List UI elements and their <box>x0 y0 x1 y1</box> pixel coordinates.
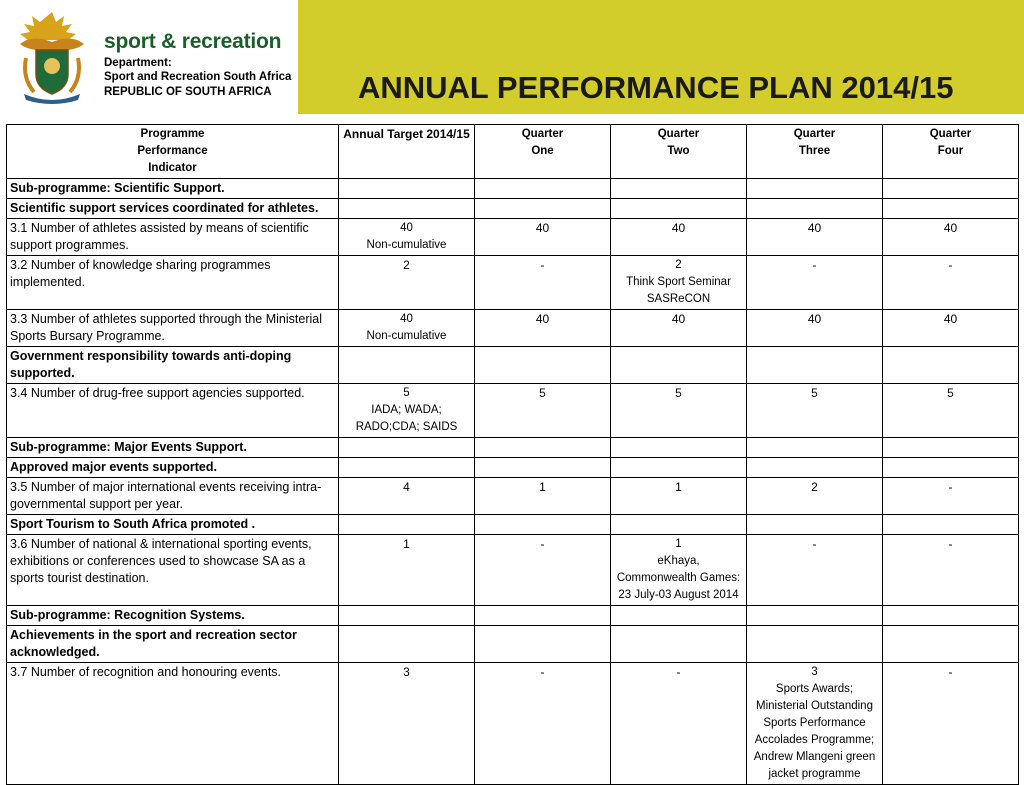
table-row <box>7 478 1019 515</box>
q3-cell: - <box>747 256 883 310</box>
indicator-cell: 3.7 Number of recognition and honouring events. <box>7 663 339 785</box>
q3-cell: 2 <box>747 478 883 515</box>
q2-cell: 1 <box>611 478 747 515</box>
objective-heading: Government responsibility towards anti-doping supported. <box>7 347 339 384</box>
logo-area <box>0 0 298 114</box>
q4-cell: 5 <box>883 384 1019 438</box>
indicator-cell: 3.5 Number of major international events receiving intra-governmental support per year. <box>7 478 339 515</box>
country-name: REPUBLIC OF SOUTH AFRICA <box>104 86 272 98</box>
q4-cell: 40 <box>883 310 1019 347</box>
table-row <box>7 606 1019 626</box>
q1-cell: 1 <box>475 478 611 515</box>
column-header-q1: Quarter One <box>475 125 611 179</box>
table-row <box>7 219 1019 256</box>
q4-cell: 40 <box>883 219 1019 256</box>
column-header-q2: Quarter Two <box>611 125 747 179</box>
column-header-annual-target: Annual Target 2014/15 <box>339 125 475 179</box>
table-row <box>7 663 1019 785</box>
column-header-q4: Quarter Four <box>883 125 1019 179</box>
table-row <box>7 438 1019 458</box>
indicator-cell: 3.3 Number of athletes supported through the Ministerial Sports Bursary Programme. <box>7 310 339 347</box>
subprogramme-heading: Sub-programme: Recognition Systems. <box>7 606 339 626</box>
table-header-row <box>7 125 1019 179</box>
q1-cell: - <box>475 535 611 606</box>
q3-cell: - <box>747 535 883 606</box>
table-row <box>7 199 1019 219</box>
department-brand: sport & recreation <box>104 30 282 53</box>
q2-cell: 40 <box>611 219 747 256</box>
objective-heading: Achievements in the sport and recreation sector acknowledged. <box>7 626 339 663</box>
table-row <box>7 458 1019 478</box>
q3-cell: 40 <box>747 219 883 256</box>
q2-cell: 40 <box>611 310 747 347</box>
department-name: Sport and Recreation South Africa <box>104 71 292 83</box>
target-cell: 5 IADA; WADA; RADO;CDA; SAIDS <box>339 384 475 438</box>
coat-of-arms-icon <box>12 8 92 106</box>
table-row <box>7 179 1019 199</box>
subprogramme-heading: Sub-programme: Scientific Support. <box>7 179 339 199</box>
q1-cell: 40 <box>475 310 611 347</box>
table-row <box>7 347 1019 384</box>
table-row <box>7 384 1019 438</box>
target-cell: 40 Non-cumulative <box>339 310 475 347</box>
q2-cell: 1 eKhaya, Commonwealth Games: 23 July-03 August 2014 <box>611 535 747 606</box>
q4-cell: - <box>883 478 1019 515</box>
target-cell: 2 <box>339 256 475 310</box>
q4-cell: - <box>883 256 1019 310</box>
column-header-indicator: Programme Performance Indicator <box>7 125 339 179</box>
indicator-cell: 3.6 Number of national & international sporting events, exhibitions or conferences used to showcase SA as a sports tourist destination. <box>7 535 339 606</box>
q2-cell: - <box>611 663 747 785</box>
objective-heading: Scientific support services coordinated for athletes. <box>7 199 339 219</box>
indicator-cell: 3.4 Number of drug-free support agencies supported. <box>7 384 339 438</box>
indicator-cell: 3.2 Number of knowledge sharing programmes implemented. <box>7 256 339 310</box>
q2-cell: 5 <box>611 384 747 438</box>
q1-cell: 5 <box>475 384 611 438</box>
q3-cell: 5 <box>747 384 883 438</box>
subprogramme-heading: Sub-programme: Major Events Support. <box>7 438 339 458</box>
target-cell: 3 <box>339 663 475 785</box>
column-header-q3: Quarter Three <box>747 125 883 179</box>
q1-cell: - <box>475 663 611 785</box>
objective-heading: Approved major events supported. <box>7 458 339 478</box>
performance-plan-table <box>6 124 1019 785</box>
q4-cell: - <box>883 535 1019 606</box>
q1-cell: - <box>475 256 611 310</box>
q2-cell: 2 Think Sport Seminar SASReCON <box>611 256 747 310</box>
q4-cell: - <box>883 663 1019 785</box>
table-row <box>7 310 1019 347</box>
q1-cell: 40 <box>475 219 611 256</box>
table-row <box>7 626 1019 663</box>
table-row <box>7 515 1019 535</box>
target-cell: 1 <box>339 535 475 606</box>
q3-cell: 3 Sports Awards; Ministerial Outstanding Sports Performance Accolades Programme; Andrew Mlangeni green jacket programme <box>747 663 883 785</box>
table-row <box>7 535 1019 606</box>
target-cell: 4 <box>339 478 475 515</box>
department-label: Department: <box>104 57 172 69</box>
indicator-cell: 3.1 Number of athletes assisted by means of scientific support programmes. <box>7 219 339 256</box>
objective-heading: Sport Tourism to South Africa promoted . <box>7 515 339 535</box>
table-row <box>7 256 1019 310</box>
q3-cell: 40 <box>747 310 883 347</box>
page-title: ANNUAL PERFORMANCE PLAN 2014/15 <box>358 70 954 105</box>
target-cell: 40 Non-cumulative <box>339 219 475 256</box>
